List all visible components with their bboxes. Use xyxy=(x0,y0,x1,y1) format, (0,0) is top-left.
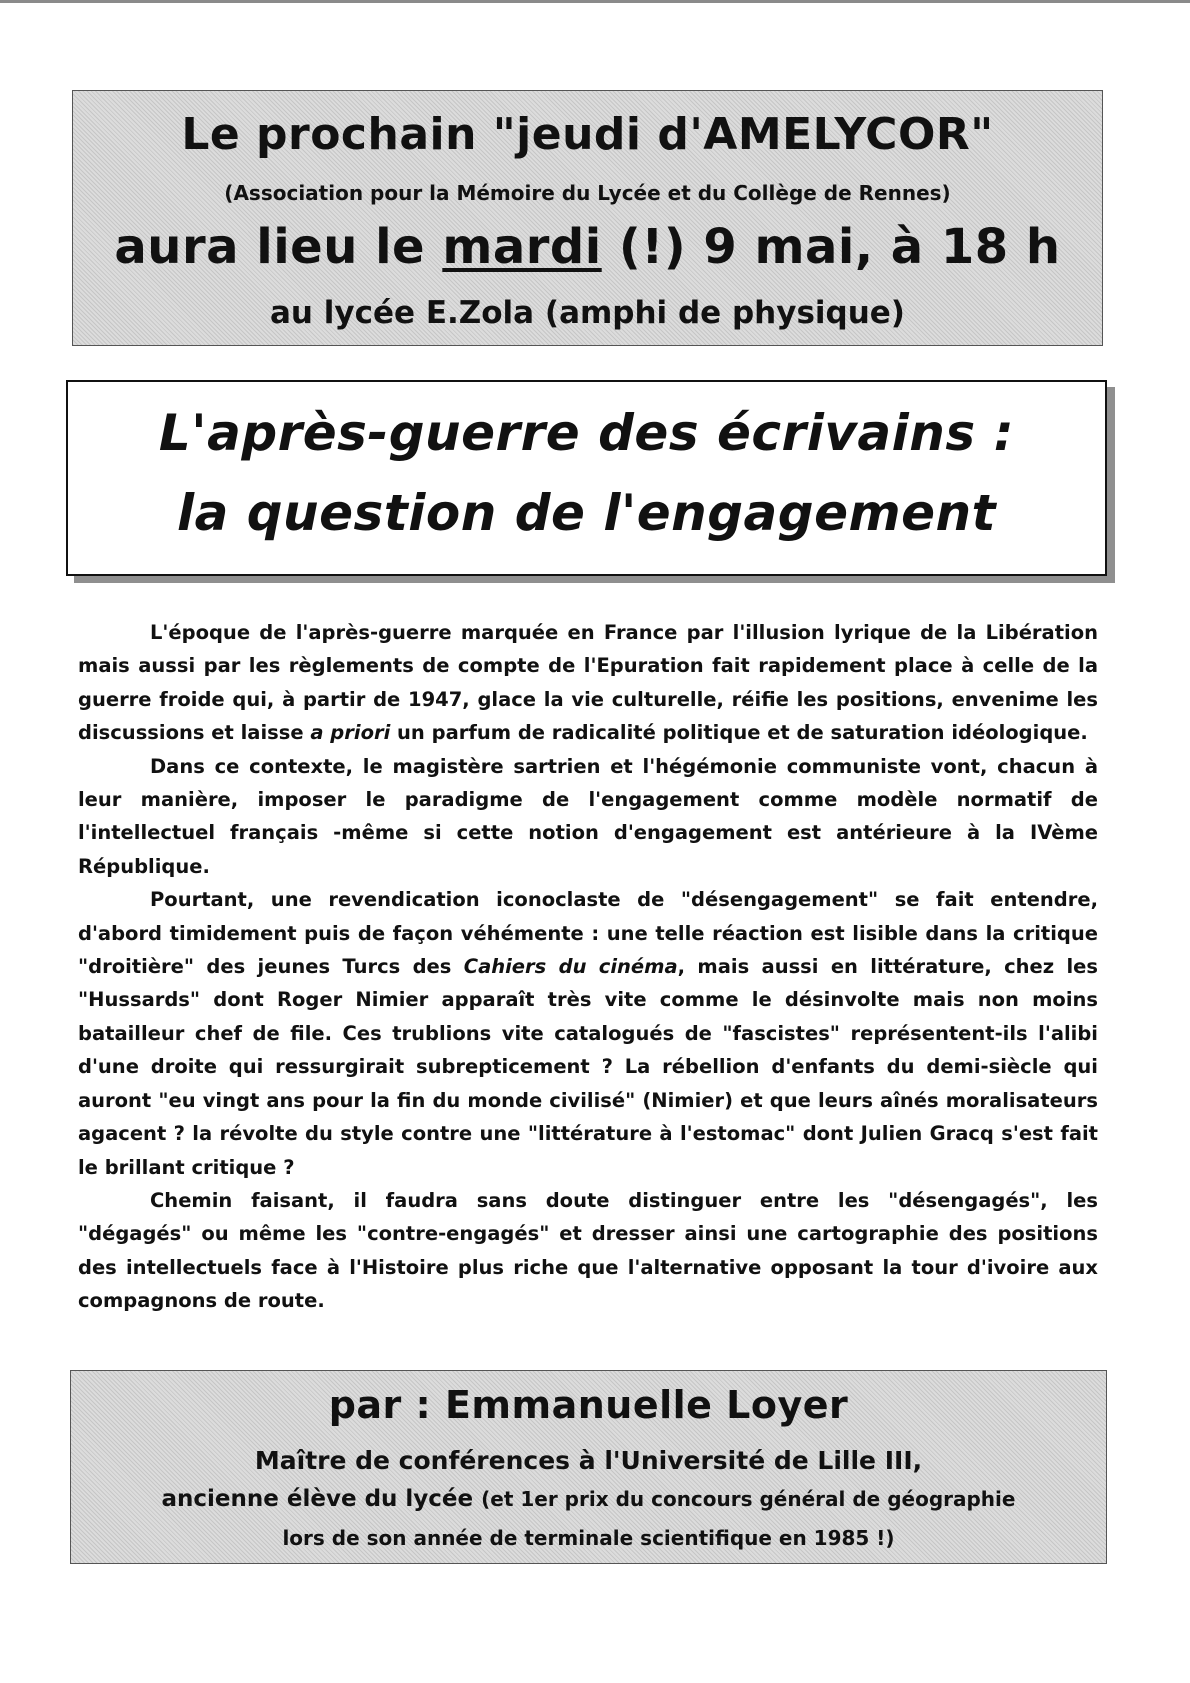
paragraph-1-text: L'époque de l'après-guerre marquée en France par l'illusion lyrique de la Libération mais aussi par les règlements de compte de l'Epuration fait rapidement place à celle de la guerre froide qui, à partir de 1947, glace la vie culturelle, réifie les positions, envenime les discussions et laisse xyxy=(78,621,1098,745)
speaker-box xyxy=(70,1370,1107,1564)
event-location: au lycée E.Zola (amphi de physique) xyxy=(270,295,905,331)
paragraph-3 xyxy=(78,883,1098,1184)
event-name: Le prochain "jeudi d'AMELYCOR" xyxy=(181,109,994,160)
lecture-title-box xyxy=(66,380,1107,576)
paragraph-1-text-end: un parfum de radicalité politique et de saturation idéologique. xyxy=(390,721,1088,745)
lecture-title-line2: la question de l'engagement xyxy=(176,484,997,542)
speaker-role: Maître de conférences à l'Université de Lille III, xyxy=(254,1446,923,1475)
lecture-title-line1: L'après-guerre des écrivains : xyxy=(158,404,1015,462)
date-prefix: aura lieu le xyxy=(114,219,443,275)
top-rule xyxy=(0,0,1190,3)
speaker-alumni xyxy=(75,1486,1102,1512)
paragraph-4: Chemin faisant, il faudra sans doute distinguer entre les "désengagés", les "dégagés" ou même les "contre-engagés" et dresser ainsi une cartographie des positions des intellectuels face à l'Histoire plus riche que l'alternative opposant la tour d'ivoire aux compagnons de route. xyxy=(78,1188,1098,1313)
paragraph-1-italic: a priori xyxy=(310,721,391,745)
paragraph-2: Dans ce contexte, le magistère sartrien et l'hégémonie communiste vont, chacun à leur manière, imposer le paradigme de l'engagement comme modèle normatif de l'intellectuel français -même si cette notion d'engagement est antérieure à la IVème République. xyxy=(78,754,1098,878)
paragraph-1 xyxy=(78,616,1098,750)
alumni-note-line2: lors de son année de terminale scientifique en 1985 !) xyxy=(282,1526,895,1550)
association-name: (Association pour la Mémoire du Lycée et du Collège de Rennes) xyxy=(224,181,951,205)
date-suffix: (!) 9 mai, à 18 h xyxy=(601,219,1061,275)
alumni-note-line1: (et 1er prix du concours général de géographie xyxy=(481,1487,1016,1511)
paragraph-3-italic: Cahiers du cinéma xyxy=(463,955,678,979)
announcement-header-box xyxy=(72,90,1103,346)
event-date xyxy=(73,219,1102,275)
paragraph-3-text: Pourtant, une revendication iconoclaste de "désengagement" se fait entendre, d'abord timidement puis de façon véhémente : une telle réaction est lisible dans la critique "droitière" des jeunes Turcs des xyxy=(78,888,1098,979)
date-weekday: mardi xyxy=(442,219,602,275)
paragraph-3-text-end: , mais aussi en littérature, chez les "Hussards" dont Roger Nimier apparaît très vite comme le désinvolte mais non moins batailleur chef de file. Ces trublions vite catalogués de "fascistes" représentent-ils l'alibi d'une droite qui ressurgirait subrepticement ? La rébellion d'enfants du demi-siècle qui auront "eu vingt ans pour la fin du monde civilisé" (Nimier) et que leurs aînés moralisateurs agacent ? la révolte du style contre une "littérature à l'estomac" dont Julien Gracq s'est fait le brillant critique ? xyxy=(78,955,1099,1179)
lecture-description xyxy=(78,616,1098,1318)
speaker-name: par : Emmanuelle Loyer xyxy=(328,1383,849,1427)
alumni-label: ancienne élève du lycée xyxy=(161,1486,474,1512)
